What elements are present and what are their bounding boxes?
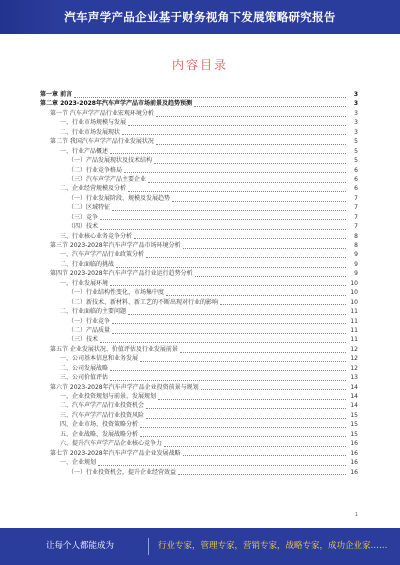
toc-entry-text: （三）竞争	[68, 213, 99, 221]
toc-entry-text: 二、行业面临的挑战	[60, 260, 115, 268]
toc-entry-text: 六、提升汽车声学产品企业核心竞争力	[60, 440, 163, 448]
toc-entry-page: 8	[354, 242, 358, 249]
toc-entry-text: 一、行业市场规模与发展	[60, 119, 127, 127]
toc-entry[interactable]	[40, 194, 358, 203]
footer-divider	[148, 538, 149, 555]
toc-entry[interactable]	[40, 401, 358, 410]
toc-entry-text: 第三节 2023-2028年汽车声学产品市场环境分析	[50, 242, 181, 249]
toc-leader-dots	[201, 384, 346, 390]
toc-entry-text: 第五节 企业发展状况、价值评估及行业发展前景	[50, 345, 178, 353]
toc-entry-page: 3	[354, 119, 358, 127]
toc-leader-dots	[220, 299, 346, 305]
toc-entry-text: （二）新技术、新材料、新工艺的不断出现对行业的影响	[68, 298, 219, 306]
toc-leader-dots	[140, 422, 346, 428]
toc-leader-dots	[112, 318, 346, 324]
toc-entry-text: 第二节 我国汽车声学产品行业发展状况	[50, 138, 154, 146]
toc-leader-dots	[156, 139, 346, 145]
toc-entry-page: 12	[350, 345, 358, 353]
toc-leader-dots	[116, 262, 346, 268]
toc-entry-text: 一、行业产品概述	[60, 147, 109, 155]
toc-entry-page: 14	[350, 393, 358, 400]
toc-entry-page: 10	[350, 279, 358, 287]
toc-entry-page: 15	[350, 421, 358, 429]
toc-entry-page: 11	[350, 336, 358, 344]
toc-entry-text: 二、行业面临的主要问题	[60, 308, 127, 316]
toc-entry[interactable]	[40, 147, 358, 156]
toc-entry-page: 11	[350, 326, 358, 334]
toc-entry-page: 7	[354, 213, 358, 221]
toc-entry[interactable]	[40, 279, 358, 288]
toc-entry[interactable]	[40, 373, 358, 382]
toc-entry-page: 3	[353, 91, 358, 98]
toc-leader-dots	[156, 111, 346, 117]
toc-entry[interactable]	[40, 156, 358, 165]
toc-leader-dots	[110, 365, 346, 371]
toc-entry-page: 9	[354, 251, 358, 259]
toc-entry[interactable]	[40, 420, 358, 429]
toc-entry[interactable]	[40, 99, 358, 108]
toc-leader-dots	[166, 290, 346, 296]
toc-entry-text: 第二章 2023-2028年汽车声学产品市场前景及趋势预测	[40, 100, 192, 108]
toc-leader-dots	[100, 224, 346, 230]
toc-entry-page: 11	[350, 308, 358, 316]
toc-entry-page: 9	[354, 270, 358, 278]
toc-entry-text: 一、公司基本信息和业务发展	[60, 355, 139, 363]
toc-entry-page: 10	[350, 298, 358, 306]
toc-entry[interactable]	[40, 317, 358, 326]
toc-entry[interactable]	[40, 128, 358, 137]
toc-entry[interactable]	[40, 166, 358, 175]
toc-entry-text: （一）行业发展阶段、规模及发展趋势	[68, 194, 171, 202]
toc-entry-text: 第一节 汽车声学产品行业宏观环境分析	[50, 109, 154, 117]
toc-entry[interactable]	[40, 269, 358, 278]
toc-entry[interactable]	[40, 335, 358, 344]
toc-entry-text: （二）行业竞争格局	[68, 166, 123, 174]
toc-leader-dots	[194, 101, 346, 107]
toc-entry[interactable]	[40, 354, 358, 363]
toc-entry[interactable]	[40, 345, 358, 354]
toc-leader-dots	[128, 120, 346, 126]
toc-entry-text: 三、公司价值评估	[60, 374, 109, 382]
toc-entry-page: 9	[354, 260, 358, 268]
toc-entry-text: （四）技术	[68, 223, 99, 231]
toc-entry-page: 5	[354, 138, 358, 146]
toc-entry-page: 5	[354, 157, 358, 165]
toc-entry-page: 8	[354, 232, 358, 240]
toc-leader-dots	[148, 177, 346, 183]
toc-leader-dots	[112, 328, 346, 334]
toc-leader-dots	[140, 356, 346, 362]
toc-leader-dots	[100, 214, 346, 220]
toc-leader-dots	[110, 375, 346, 381]
page-number: 1	[354, 512, 358, 518]
toc-leader-dots	[146, 413, 346, 419]
toc-entry-page: 3	[353, 100, 358, 108]
toc-entry-page: 7	[354, 194, 358, 202]
toc-leader-dots	[128, 186, 346, 192]
toc-page	[40, 34, 360, 528]
toc-leader-dots	[178, 469, 346, 475]
toc-entry[interactable]	[40, 468, 358, 477]
toc-entry-page: 7	[354, 223, 358, 231]
toc-entry[interactable]	[40, 383, 358, 392]
toc-leader-dots	[110, 280, 346, 286]
toc-entry[interactable]	[40, 118, 358, 127]
toc-entry-text: 一、企业规划	[60, 459, 97, 467]
toc-entry-text: （二）区域特征	[68, 204, 111, 212]
toc-entry-page: 12	[350, 364, 358, 372]
toc-entry-text: 第一章 前言	[40, 91, 73, 98]
toc-entry[interactable]	[40, 430, 358, 439]
toc-entry[interactable]	[40, 90, 358, 99]
footer-slogan-right: 行业专家，管理专家，营销专家，战略专家，成功企业家……	[158, 541, 388, 551]
toc-leader-dots	[134, 233, 346, 239]
toc-leader-dots	[195, 271, 346, 277]
toc-entry-text: 二、汽车声学产品行业投资机会	[60, 402, 145, 410]
toc-list	[40, 90, 358, 477]
toc-leader-dots	[146, 403, 346, 409]
toc-leader-dots	[164, 441, 346, 447]
toc-entry-text: 二、行业市场发展现状	[60, 128, 121, 136]
toc-entry-text: （一）产品发展现状及技术结构	[68, 157, 153, 165]
toc-entry-page: 6	[354, 185, 358, 193]
toc-entry-page: 6	[354, 175, 358, 183]
toc-entry-page: 13	[350, 374, 358, 382]
toc-entry[interactable]	[40, 175, 358, 184]
toc-entry-text: 一、行业发展环境	[60, 279, 109, 287]
toc-entry[interactable]	[40, 184, 358, 193]
toc-leader-dots	[140, 431, 346, 437]
toc-leader-dots	[110, 148, 346, 154]
toc-entry-page: 12	[350, 355, 358, 363]
toc-entry-text: （三）技术	[68, 336, 99, 344]
toc-entry-text: 四、企业市场、投资策略分析	[60, 421, 139, 429]
toc-leader-dots	[180, 347, 346, 353]
toc-entry[interactable]	[40, 109, 358, 118]
toc-entry[interactable]	[40, 260, 358, 269]
toc-entry-page: 14	[350, 383, 358, 391]
toc-entry[interactable]	[40, 411, 358, 420]
toc-entry-text: （一）行业竞争	[68, 317, 111, 325]
toc-entry-text: （二）产品质量	[68, 326, 111, 334]
toc-entry-page: 11	[350, 317, 358, 325]
toc-entry-page: 10	[350, 289, 358, 297]
toc-entry[interactable]	[40, 232, 358, 241]
toc-leader-dots	[158, 394, 346, 400]
toc-leader-dots	[183, 450, 346, 456]
toc-entry-page: 5	[354, 147, 358, 155]
report-header	[0, 0, 400, 34]
toc-leader-dots	[183, 243, 346, 249]
toc-entry-text: 三、汽车声学产品行业投资风险	[60, 411, 145, 419]
toc-leader-dots	[128, 309, 346, 315]
toc-leader-dots	[98, 460, 346, 466]
toc-entry-page: 15	[350, 430, 358, 438]
toc-entry[interactable]	[40, 392, 358, 401]
toc-entry-page: 16	[350, 440, 358, 448]
toc-entry-page: 15	[350, 411, 358, 419]
toc-entry[interactable]	[40, 449, 358, 458]
toc-entry-text: （三）汽车声学产品主要企业	[68, 175, 147, 183]
toc-entry-page: 3	[354, 109, 358, 117]
toc-leader-dots	[100, 337, 346, 343]
footer-slogan-left: 让每个人都能成为	[46, 541, 115, 551]
toc-title: 内容目录	[171, 58, 228, 72]
toc-entry-page: 16	[350, 459, 358, 467]
toc-entry-text: 三、行业核心业务竞争分析	[60, 232, 133, 240]
toc-entry-text: （一）行业结构性变化、市场集中度	[68, 289, 165, 297]
toc-entry-text: （一）行业投资机会，提升企业经营效益	[68, 468, 177, 476]
toc-entry-page: 14	[350, 402, 358, 410]
toc-entry-text: 第六节 2023-2028年汽车声学产品企业投资前景与规划	[50, 383, 199, 391]
toc-entry-page: 16	[350, 449, 358, 457]
report-footer	[0, 528, 400, 565]
toc-entry-text: 二、企业经营规模及分析	[60, 185, 127, 193]
toc-leader-dots	[124, 167, 346, 173]
toc-entry[interactable]	[40, 250, 358, 259]
toc-entry[interactable]	[40, 307, 358, 316]
toc-entry-text: 第四节 2023-2028年汽车声学产品行业运行趋势分析	[50, 270, 193, 278]
toc-entry[interactable]	[40, 326, 358, 335]
toc-leader-dots	[74, 92, 346, 98]
toc-entry-text: 一、汽车声学产品行业政策分析	[60, 251, 145, 259]
toc-entry-page: 3	[354, 128, 358, 136]
toc-entry-text: 五、企业战略、发展战略分析	[60, 430, 139, 438]
toc-entry-text: 二、公司发展战略	[60, 364, 109, 372]
toc-entry-page: 7	[354, 204, 358, 212]
toc-entry[interactable]	[40, 222, 358, 231]
toc-entry[interactable]	[40, 364, 358, 373]
toc-leader-dots	[146, 252, 346, 258]
toc-entry[interactable]	[40, 288, 358, 297]
toc-entry-text: 一、企业投资规划与前景、发展规划	[60, 393, 157, 400]
toc-entry[interactable]	[40, 458, 358, 467]
toc-leader-dots	[112, 205, 346, 211]
report-title: 汽车声学产品企业基于财务视角下发展策略研究报告	[64, 10, 336, 24]
toc-entry-page: 6	[354, 166, 358, 174]
toc-entry[interactable]	[40, 213, 358, 222]
toc-entry[interactable]	[40, 298, 358, 307]
toc-entry-page: 16	[350, 468, 358, 476]
toc-entry[interactable]	[40, 241, 358, 250]
toc-entry-text: 第七节 2023-2028年汽车声学产品企业发展战略	[50, 449, 181, 457]
toc-entry[interactable]	[40, 439, 358, 448]
toc-leader-dots	[172, 196, 346, 202]
toc-leader-dots	[122, 129, 346, 135]
toc-leader-dots	[154, 158, 346, 164]
toc-entry[interactable]	[40, 203, 358, 212]
toc-entry[interactable]	[40, 137, 358, 146]
